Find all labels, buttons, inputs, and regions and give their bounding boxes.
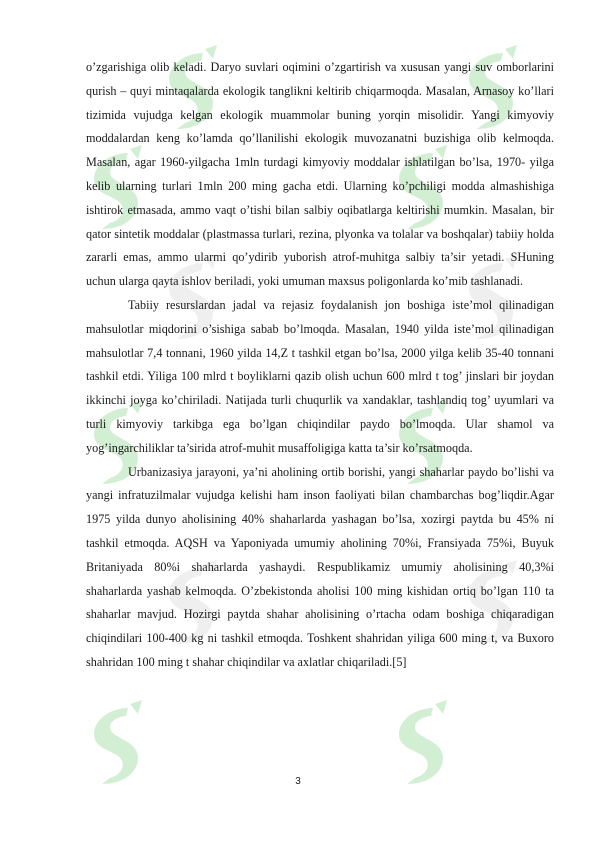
paragraph-2: Tabiiy resurslardan jadal va rejasiz foydalanish jon boshiga iste’mol qilinadigan mahsulotlar miqdorini o’sishiga sabab bo’lmoqda. Masalan, 1940 yilda iste’mol qilinadigan mahsulotlar 7,4 tonnani, 1960 yilda 14,Z t tashkil etgan bo’lsa, 2000 yilga kelib 35-40 tonnani tashkil etdi. Yiliga 100 mlrd t boyliklarni qazib olish uchun 600 mlrd t tog’ jinslari bir joydan ikkinchi joyga ko’chiriladi. Natijada turli chuqurlik va xandaklar, tashlandiq tog’ uyumlari va turli kimyoviy tarkibga ega bo’lgan chiqindilar paydo bo’lmoqda. Ular shamol va yog’ingarchiliklar ta’sirida atrof-muhit musaffoligiga katta ta’sir ko’rsatmoqda.	[86, 297, 554, 455]
body-text	[86, 56, 554, 675]
page-number: 3	[295, 776, 301, 787]
paragraph-1: o’zgarishiga olib keladi. Daryo suvlari oqimini o’zgartirish va xususan yangi suv omborlarini qurish – quyi mintaqalarda ekologik tanglikni keltirib chiqarmoqda. Masalan, Arnasoy ko’llari tizimida vujudga kelgan ekologik muammolar buning yorqin misolidir. Yangi kimyoviy moddalardan keng ko’lamda qo’llanilishi ekologik muvozanatni buzishiga olib kelmoqda. Masalan, agar 1960-yilgacha 1mln turdagi kimyoviy moddalar ishlatilgan bo’lsa, 1970- yilga kelib ularning turlari 1mln 200 ming gacha etdi. Ularning ko’pchiligi modda almashishiga ishtirok etmasada, ammo vaqt o’tishi bilan salbiy oqibatlarga keltirishi mumkin. Masalan, bir qator sintetik moddalar (plastmassa turlari, rezina, plyonka va tolalar va boshqalar) tabiiy holda zararli emas, ammo ularmi qo’ydirib yuborish atrof-muhitga salbiy ta’sir yetadi. SHuning uchun ularga qayta ishlov beriladi, yoki umuman maxsus poligonlarda ko’mib tashlanadi.	[86, 60, 554, 289]
paragraph-3: Urbanizasiya jarayoni, ya’ni aholining ortib borishi, yangi shaharlar paydo bo’lishi va yangi infratuzilmalar vujudga kelishi ham inson faoliyati bilan chambarchas bog’liqdir.Agar 1975 yilda dunyo aholisining 40% shaharlarda yashagan bo’lsa, xozirgi paytda bu 45% ni tashkil etmoqda. AQSH va Yaponiyada umumiy aholining 70%i, Fransiyada 75%i, Buyuk Britaniyada 80%i shaharlarda yashaydi. Respublikamiz umumiy aholisining 40,3%i shaharlarda yashab kelmoqda. O’zbekistonda aholisi 100 ming kishidan ortiq bo’lgan 110 ta shaharlar mavjud. Hozirgi paytda shahar aholisining o’rtacha odam boshiga chiqaradigan chiqindilari 100-400 kg ni tashkil etmoqda. Toshkent shahridan yiliga 600 ming t, va Buxoro shahridan 100 ming t shahar chiqindilar va axlatlar chiqariladi.[5]	[86, 464, 554, 669]
